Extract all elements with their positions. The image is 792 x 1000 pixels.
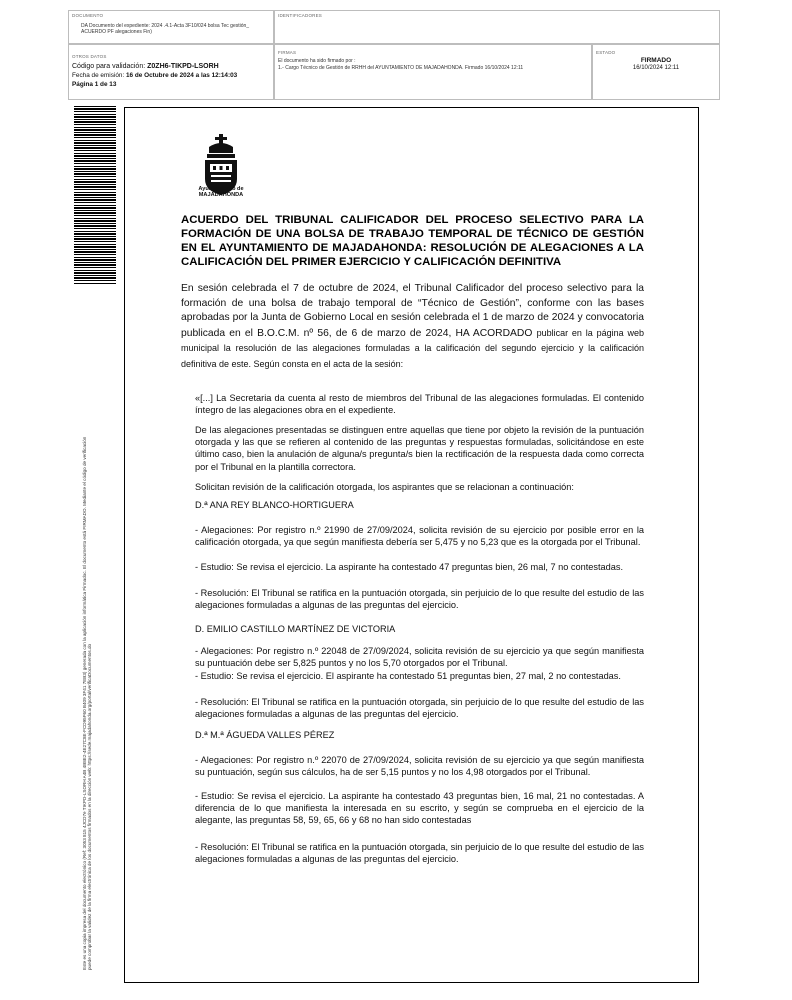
otros-datos-cell xyxy=(68,44,274,100)
firmas-line2: 1.- Cargo Técnico de Gestión de RRHH del AYUNTAMIENTO DE MAJADAHONDA. Firmado 16/10/2024 12:11 xyxy=(278,65,524,71)
fecha-prefix: Fecha de emisión: xyxy=(72,72,125,79)
side-note-line1: Este es una copia impresa del documento electrónico (Ref: 3053 815 4JCD7e TIKPD-LSORH A4B 4B8E2-4E27C8E-FCD95F60 B409 3F41 7EB3) generada con la aplicación informática Firmadoc. El documento está FIRMADO. Mediante el código de verificación xyxy=(82,436,87,970)
logo-line1: Ayuntamiento de xyxy=(198,186,244,192)
documento-value: DA Documento del expediente: 2024 .4.1-Acta 3F10/024 bolsa Tec gestión_ ACUERDO PF alegaciones Fin) xyxy=(81,23,250,35)
identificadores-cell xyxy=(274,10,720,44)
fecha-value: 16 de Octubre de 2024 a las 12:14:03 xyxy=(126,72,238,79)
quote-paragraph-3: Solicitan revisión de la calificación otorgada, los aspirantes que se relacionan a continuación: xyxy=(195,482,574,492)
intro-small: publicar en la página web municipal la resolución de las alegaciones formuladas a la calificación del segundo ejercicio y la calificación definitiva de este. Según consta en el acta de la sesión: xyxy=(181,327,644,369)
pagina-indicator: Página 1 de 13 xyxy=(72,81,117,88)
document-title: ACUERDO DEL TRIBUNAL CALIFICADOR DEL PROCESO SELECTIVO PARA LA FORMACIÓN DE UNA BOLSA DE TRABAJO TEMPORAL DE TÉCNICO DE GESTIÓN EN EL AYUNTAMIENTO DE MAJADAHONDA: RESOLUCIÓN DE ALEGACIONES A LA CALIFICACIÓN DEL PRIMER EJERCICIO Y CALIFICACIÓN DEFINITIVA xyxy=(181,214,644,268)
fecha-emision xyxy=(72,72,237,80)
side-verification-note xyxy=(82,270,92,970)
barcode xyxy=(74,106,116,284)
estado-date: 16/10/2024 12:11 xyxy=(632,65,680,71)
candidate-name: D.ª ANA REY BLANCO-HORTIGUERA xyxy=(195,500,354,510)
candidate-alegaciones: - Alegaciones: Por registro n.º 22048 de 27/09/2024, solicita revisión de su ejercicio ya que según manifiesta su puntuación debe ser 5,825 puntos y no los 5,70 otorgados por el Tribunal. xyxy=(195,646,644,669)
estado-value: FIRMADO xyxy=(640,57,672,64)
candidate-alegaciones: - Alegaciones: Por registro n.º 22070 de 27/09/2024, solicita revisión de su ejercicio ya que según manifiesta su puntuación, según sus cálculos, ha de ser 5,15 puntos y no los 4,98 otorgados por el Tribunal. xyxy=(195,755,644,778)
codigo-prefix: Código para validación: xyxy=(72,63,146,70)
documento-label: DOCUMENTO xyxy=(72,13,104,18)
candidate-estudio: - Estudio: Se revisa el ejercicio. La aspirante ha contestado 43 preguntas bien, 16 mal, 21 no contestadas. A diferencia de lo que manifiesta la interesada en su escrito, y según se comprueba en el ejercicio de la alegante, las preguntas 58, 59, 65, 66 y 68 no han sido contestadas xyxy=(195,791,644,826)
logo-text xyxy=(185,186,257,198)
codigo-validacion xyxy=(72,63,219,71)
codigo-value: Z0ZH6-TIKPD-LSORH xyxy=(147,63,219,70)
estado-label: ESTADO xyxy=(596,50,616,55)
otros-datos-label: OTROS DATOS xyxy=(72,54,107,59)
side-note-line2: puede comprobar la validez de la firma electrónica de los documentos firmados en la dirección web: https://sede.majadahonda.org/portal/verificaDocumentos.do xyxy=(87,643,93,970)
intro-paragraph xyxy=(181,282,644,373)
intro-main: En sesión celebrada el 7 de octubre de 2024, el Tribunal Calificador del proceso selectivo para la formación de una bolsa de trabajo temporal de “Técnico de Gestión”, conforme con las bases aprobadas por la Junta de Gobierno Local en sesión celebrada el 1 de marzo de 2024 y convocatoria publicada en el B.O.C.M. nº 56, de 6 de marzo de 2024, HA ACORDADO xyxy=(181,283,644,339)
candidate-estudio: - Estudio: Se revisa el ejercicio. El aspirante ha contestado 51 preguntas bien, 27 mal, 2 no contestadas. xyxy=(195,671,621,681)
candidate-resolucion: - Resolución: El Tribunal se ratifica en la puntuación otorgada, sin perjuicio de lo que resulte del estudio de las alegaciones formuladas a algunas de las preguntas del ejercicio. xyxy=(195,697,644,720)
candidate-name: D. EMILIO CASTILLO MARTÍNEZ DE VICTORIA xyxy=(195,624,396,634)
quote-paragraph-1: «[...] La Secretaria da cuenta al resto de miembros del Tribunal de las alegaciones formuladas. El contenido íntegro de las alegaciones obra en el expediente. xyxy=(195,393,644,416)
quote-paragraph-2: De las alegaciones presentadas se distinguen entre aquellas que tiene por objeto la revisión de la puntuación otorgada y las que se refieren al contenido de las preguntas y respuestas formuladas, solicitándose en este último caso, bien la anulación de alguna/s pregunta/s bien la rectificación de la respuesta dada como correcta por el Tribunal en la plantilla correctora. xyxy=(195,425,644,472)
identificadores-label: IDENTIFICADORES xyxy=(278,13,323,18)
candidate-resolucion: - Resolución: El Tribunal se ratifica en la puntuación otorgada, sin perjuicio de lo que resulte del estudio de las alegaciones formuladas a algunas de las preguntas del ejercicio. xyxy=(195,588,644,611)
documento-cell xyxy=(68,10,274,44)
candidate-estudio: - Estudio: Se revisa el ejercicio. La aspirante ha contestado 47 preguntas bien, 26 mal, 7 no contestadas. xyxy=(195,562,623,572)
estado-cell xyxy=(592,44,720,100)
candidate-resolucion: - Resolución: El Tribunal se ratifica en la puntuación otorgada, sin perjuicio de lo que resulte del estudio de las alegaciones formuladas a algunas de las preguntas del ejercicio. xyxy=(195,842,644,865)
logo-line2: MAJADAHONDA xyxy=(198,192,244,198)
firmas-cell xyxy=(274,44,592,100)
candidate-alegaciones: - Alegaciones: Por registro n.º 21990 de 27/09/2024, solicita revisión de su ejercicio por posible error en la calificación otorgada, ya que según manifiesta debería ser 5,475 y no 5,23 que es la otorgada por el Tribunal. xyxy=(195,525,644,548)
firmas-line1: El documento ha sido firmado por : xyxy=(278,58,356,64)
firmas-label: FIRMAS xyxy=(278,50,297,55)
candidate-name: D.ª M.ª ÁGUEDA VALLES PÉREZ xyxy=(195,730,335,740)
